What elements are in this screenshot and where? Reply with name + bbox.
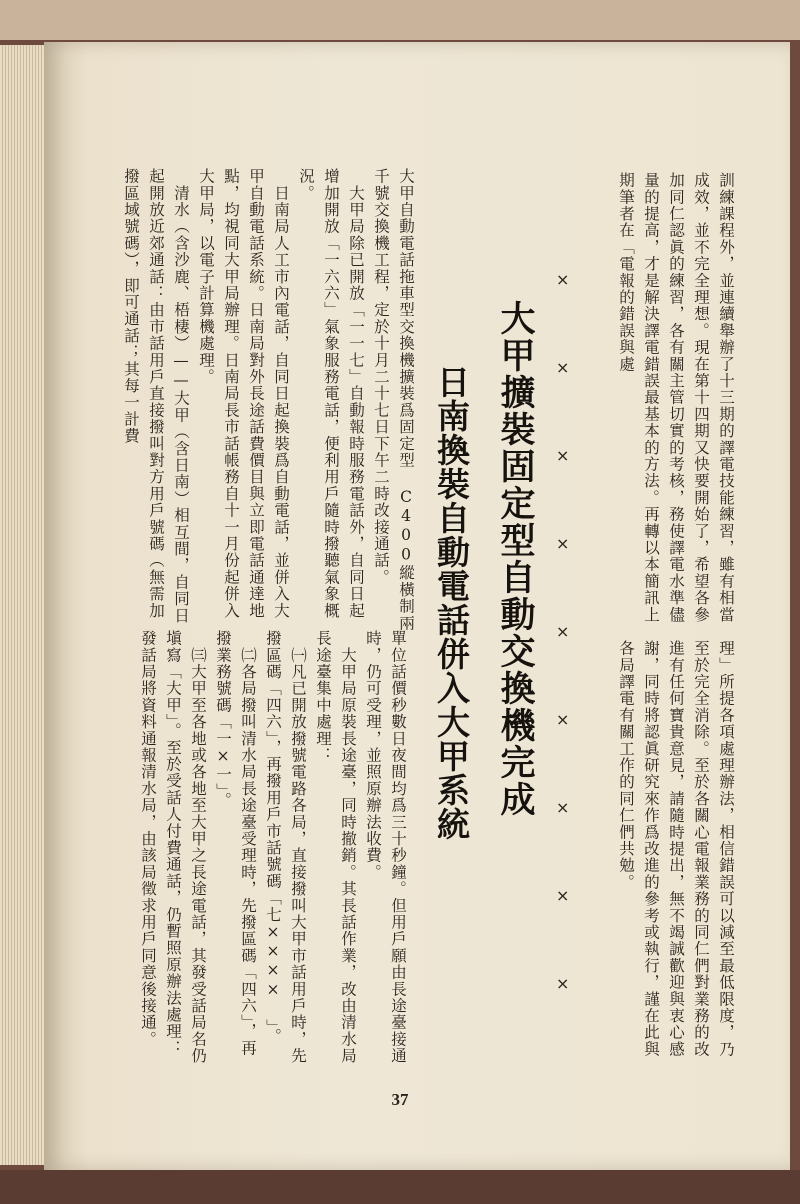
separator-mark: ×: [556, 358, 570, 377]
separator-mark: ×: [556, 270, 570, 289]
separator-mark: ×: [556, 886, 570, 905]
upper-left-article-text: 大甲自動電話拖車型交換機擴裝爲固定型 C400縱橫制兩千號交換機工程，定於十月二十七日下午二時改接通話。 大甲局除已開放「一一七」自動報時服務電話外，自同日起增加開放「一六六」氣象服務電話，便利用戶隨時撥聽氣象概況。 日南局人工市內電話，自同日起換裝爲自動電話，並併入大甲自動電話系統。日南局對外長途話費價目與立即電話通達地點，均視同大甲局辦理。日南局長市話帳務自十一月份起併入大甲局，以電子計算機處理。 清水（含沙鹿、梧棲）——大甲（含日南）相互間，自同日起開放近郊通話：由市話用戶直接撥叫對方用戶號碼（無需加撥區域號碼），即可通話；其每一計費: [122, 168, 415, 632]
page-number: 37: [391, 1090, 409, 1109]
separator-mark: ×: [556, 622, 570, 641]
separator-mark: ×: [556, 534, 570, 553]
page-stack-edges: [0, 45, 50, 1165]
section-separator: [548, 270, 584, 1010]
lower-left-article-text: 單位話價秒數日夜間均爲三十秒鐘。但用戶願由長途臺接通時，仍可受理，並照原辦法收費。 大甲局原裝長途臺，同時撤銷。其長話作業，改由清水局長途臺集中處理： ㈠凡已開放撥號電路各局，直接撥叫大甲市話用戶時，先撥區碼「四六」，再撥用戶市話號碼「七×××× 」。 ㈡各局撥叫清水局長途臺受理時，先撥區碼「四六」，再撥業務號碼「一×一」。 ㈢大甲至各地或各地至大甲之長途電話，其發受話局名仍塡寫「大甲」。至於受話人付費通話，仍暫照原辦法處理：發話局將資料通報清水局，由該局徵求用戶同意後接通。: [139, 630, 407, 1065]
separator-mark: ×: [556, 798, 570, 817]
lower-right-paragraph: 理」所提各項處理辦法，相信錯誤可以減至最低限度，乃至於完全消除。至於各關心電報業務的同仁們對業務的改進有任何寶貴意見，請隨時提出，無不竭誠歡迎與衷心感謝，同時將認眞研究來作爲改進的參考或執行，謹在此與各局譯電有關工作的同仁們共勉。: [617, 640, 735, 1058]
book-top-edge: [0, 0, 800, 40]
headline-primary: 大甲擴裝固定型自動交換機完成: [495, 300, 535, 818]
separator-mark: ×: [556, 710, 570, 729]
upper-right-paragraph: 訓練課程外，並連續舉辦了十三期的譯電技能練習，雖有相當成效，並不完全理想。現在第十四期又快要開始了，希望各參加同仁認眞的練習，各有關主管切實的考核，務使譯電水準儘量的提高，才是解決譯電錯誤最基本的方法。再轉以本簡訊上期筆者在「電報的錯誤與處: [617, 172, 735, 623]
book-bottom-edge: [0, 1170, 800, 1204]
headline-secondary: 日南換裝自動電話併入大甲系統: [432, 365, 471, 841]
separator-mark: ×: [556, 446, 570, 465]
separator-mark: ×: [556, 974, 570, 993]
